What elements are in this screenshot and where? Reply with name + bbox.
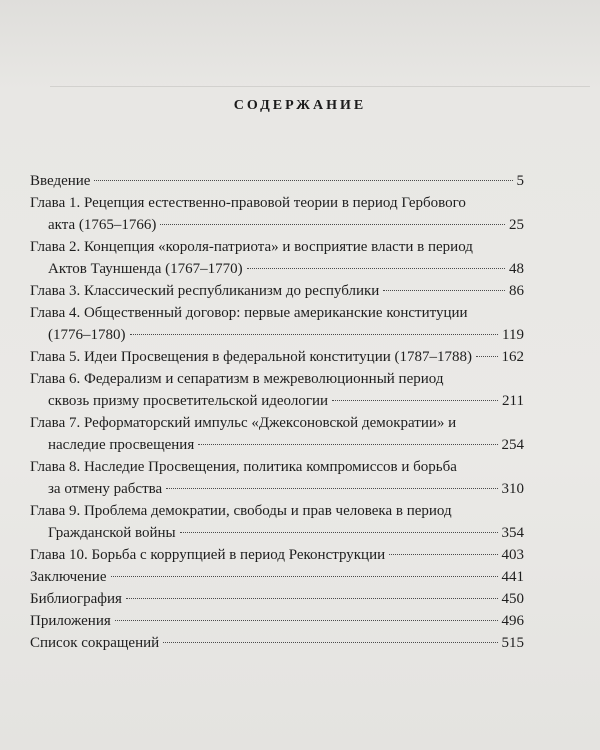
toc-entry-title: акта (1765–1766) — [48, 217, 157, 233]
dot-leader — [166, 488, 497, 489]
toc-page-number: 403 — [501, 547, 524, 563]
dot-leader — [389, 554, 497, 555]
toc-page-number: 211 — [502, 393, 524, 409]
toc-page-number: 310 — [501, 481, 524, 497]
dot-leader — [163, 642, 497, 643]
toc-entry-title: Глава 10. Борьба с коррупцией в период Реконструкции — [30, 547, 386, 563]
toc-entry-title: Глава 1. Рецепция естественно-правовой теории в период Гербового — [30, 195, 466, 211]
toc-page-number: 119 — [502, 327, 524, 343]
dot-leader — [383, 290, 505, 291]
toc-entry-title: Введение — [30, 173, 91, 189]
dot-leader — [126, 598, 498, 599]
toc-entry — [30, 632, 524, 654]
toc-page-number: 496 — [501, 613, 524, 629]
toc-entry — [30, 192, 524, 236]
toc-entry-title: Гражданской войны — [48, 525, 176, 541]
toc-page-number: 86 — [509, 283, 524, 299]
toc-page-number: 48 — [509, 261, 524, 277]
dot-leader — [180, 532, 498, 533]
toc-entry-title: наследие просвещения — [48, 437, 195, 453]
toc-entry-title: сквозь призму просветительской идеологии — [48, 393, 329, 409]
toc-entry-title: Глава 8. Наследие Просвещения, политика компромиссов и борьба — [30, 459, 457, 475]
toc-entry-title: Список сокращений — [30, 635, 160, 651]
toc-page-number: 515 — [501, 635, 524, 651]
toc-entry-title: Актов Тауншенда (1767–1770) — [48, 261, 243, 277]
toc-entry-title: Глава 5. Идеи Просвещения в федеральной конституции (1787–1788) — [30, 349, 473, 365]
toc-entry — [30, 302, 524, 346]
dot-leader — [476, 356, 497, 357]
toc-entry — [30, 170, 524, 192]
toc-entry-title: Приложения — [30, 613, 111, 629]
toc-page-number: 254 — [501, 437, 524, 453]
toc-page-number: 450 — [501, 591, 524, 607]
dot-leader — [198, 444, 497, 445]
toc-page-number: 25 — [509, 217, 524, 233]
toc-entry-title: (1776–1780) — [48, 327, 126, 343]
toc-entry-title: Библиография — [30, 591, 122, 607]
toc-entry-title: Глава 3. Классический республиканизм до республики — [30, 283, 380, 299]
toc-entry — [30, 500, 524, 544]
toc-entry — [30, 456, 524, 500]
toc-entry — [30, 346, 524, 368]
dot-leader — [115, 620, 498, 621]
dot-leader — [332, 400, 498, 401]
bleed-through-rule — [50, 86, 590, 87]
toc-entry-title: Глава 7. Реформаторский импульс «Джексоновской демократии» и — [30, 415, 457, 431]
toc-entry-title: Заключение — [30, 569, 107, 585]
toc-entry — [30, 588, 524, 610]
toc-entry-title: Глава 6. Федерализм и сепаратизм в межреволюционный период — [30, 371, 444, 387]
toc-page-number: 441 — [501, 569, 524, 585]
toc-entry — [30, 566, 524, 588]
toc-entry-title: Глава 4. Общественный договор: первые американские конституции — [30, 305, 468, 321]
toc-entry — [30, 412, 524, 456]
toc-page-number: 5 — [516, 173, 524, 189]
toc-entry — [30, 610, 524, 632]
dot-leader — [130, 334, 499, 335]
toc-entry — [30, 280, 524, 302]
toc-entry — [30, 544, 524, 566]
dot-leader — [94, 180, 512, 181]
dot-leader — [160, 224, 505, 225]
dot-leader — [111, 576, 498, 577]
dot-leader — [247, 268, 505, 269]
toc-entry-title: Глава 9. Проблема демократии, свободы и прав человека в период — [30, 503, 452, 519]
page-title: СОДЕРЖАНИЕ — [233, 98, 367, 113]
toc-entry-title: Глава 2. Концепция «короля-патриота» и восприятие власти в период — [30, 239, 473, 255]
toc-entry — [30, 236, 524, 280]
toc-page-number: 354 — [501, 525, 524, 541]
toc-page-number: 162 — [501, 349, 524, 365]
toc-entry-title: за отмену рабства — [48, 481, 163, 497]
toc-entry — [30, 368, 524, 412]
